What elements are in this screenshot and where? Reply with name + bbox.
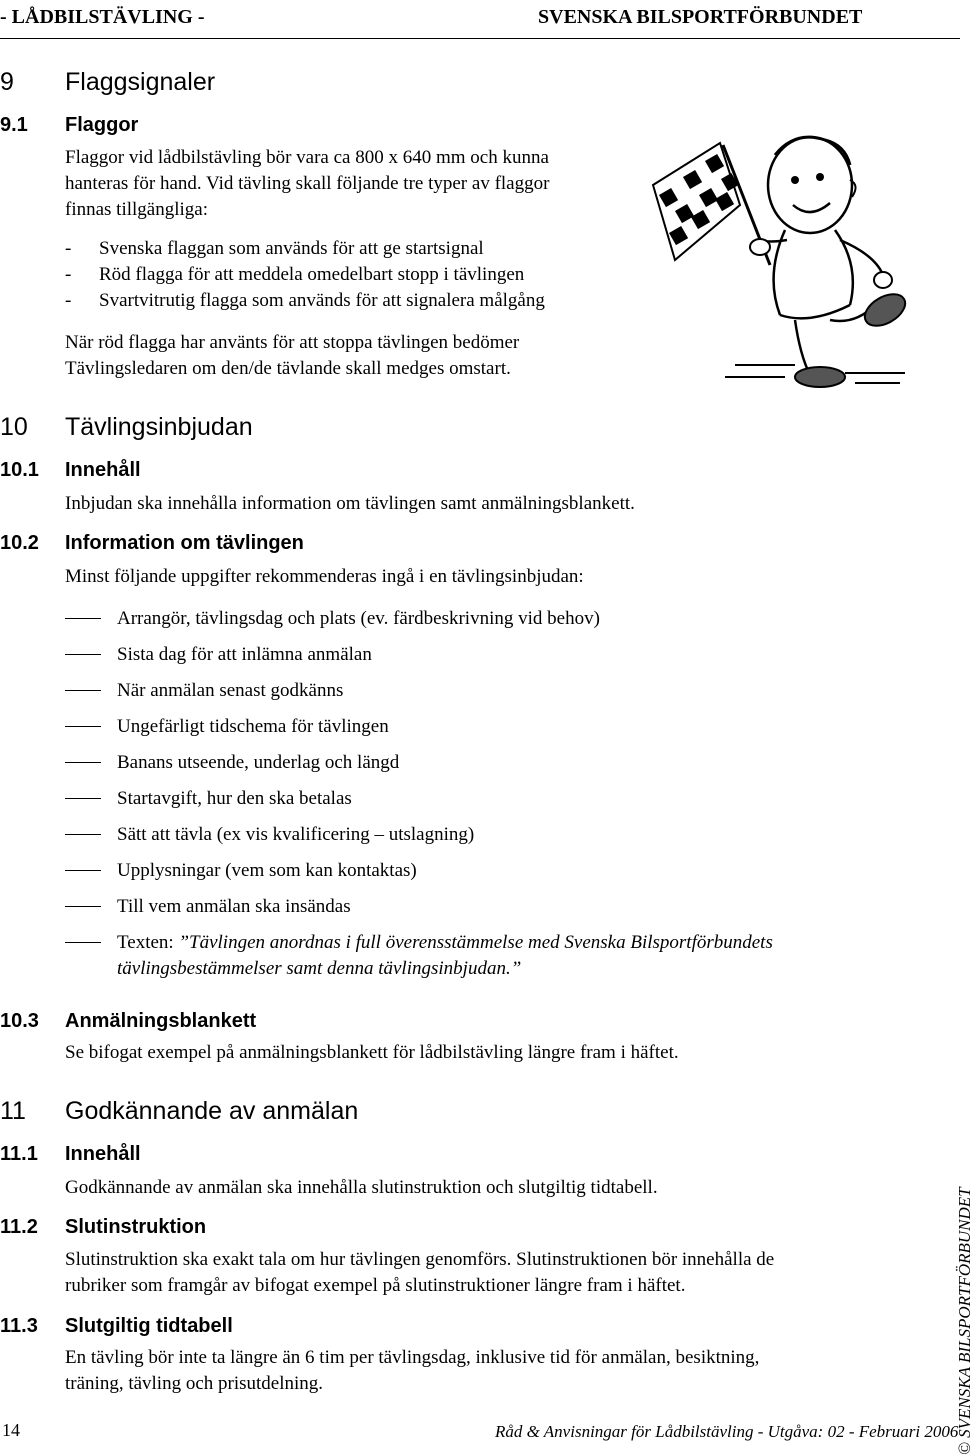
checkered-flag-boy-illustration: [645, 125, 915, 395]
checkered-flag-icon: [653, 143, 740, 260]
section-9-title: Flaggsignaler: [65, 68, 216, 96]
section-11-1-number: 11.1: [0, 1143, 38, 1165]
section-11-number: 11: [0, 1097, 26, 1125]
list-item: - Röd flagga för att meddela omedelbart stopp i tävlingen: [65, 264, 525, 285]
section-11-3-title: Slutgiltig tidtabell: [65, 1315, 233, 1337]
section-10-number: 10: [0, 413, 28, 441]
list-item-continuation: tävlingsbestämmelser samt denna tävlingsinbjudan.”: [117, 958, 522, 979]
section-11-title: Godkännande av anmälan: [65, 1097, 359, 1125]
list-item: - Svartvitrutig flagga som används för att signalera målgång: [65, 290, 545, 311]
section-10-title: Tävlingsinbjudan: [65, 413, 253, 441]
section-10-2-title: Information om tävlingen: [65, 532, 304, 554]
flag-list: [65, 236, 545, 314]
footer-text: Råd & Anvisningar för Lådbilstävling - Utgåva: 02 - Februari 2006: [495, 1422, 959, 1441]
section-11-3-text: En tävling bör inte ta längre än 6 tim per tävlingsdag, inklusive tid för anmälan, besiktning, träning, tävling och prisutdelning.: [65, 1347, 760, 1394]
section-10-3-title: Anmälningsblankett: [65, 1010, 257, 1032]
page-number: 14: [2, 1420, 20, 1440]
section-9-number: 9: [0, 68, 14, 96]
section-9-1-intro: Flaggor vid lådbilstävling bör vara ca 800 x 640 mm och kunna hanteras för hand. Vid tävling skall följande tre typer av flaggor finnas tillgängliga:: [65, 147, 550, 220]
section-9-1-number: 9.1: [0, 114, 28, 136]
section-11-2-number: 11.2: [0, 1216, 38, 1238]
list-item: - Svenska flaggan som används för att ge startsignal: [65, 238, 484, 259]
section-10-1-number: 10.1: [0, 459, 39, 481]
section-9-1-title: Flaggor: [65, 114, 139, 136]
section-10-3-number: 10.3: [0, 1010, 39, 1032]
section-10-1-title: Innehåll: [65, 459, 141, 481]
red-flag-paragraph: När röd flagga har använts för att stoppa tävlingen bedömer Tävlingsledaren om den/de tävlande skall medges omstart.: [65, 332, 520, 379]
section-11-1-title: Innehåll: [65, 1143, 141, 1165]
section-11-3-number: 11.3: [0, 1315, 38, 1337]
side-copyright: © SVENSKA BILSPORTFÖRBUNDET: [955, 1187, 974, 1455]
section-11-2-title: Slutinstruktion: [65, 1216, 207, 1238]
header-rule: [0, 38, 960, 39]
section-11-2-text: Slutinstruktion ska exakt tala om hur tävlingen genomförs. Slutinstruktionen bör innehålla de rubriker som framgår av bifogat exempel på slutinstruktioner längre fram i häftet.: [65, 1249, 775, 1296]
section-10-1-text: Inbjudan ska innehålla information om tävlingen samt anmälningsblankett.: [65, 493, 635, 514]
section-10-3-text: Se bifogat exempel på anmälningsblankett för lådbilstävling längre fram i häftet.: [65, 1042, 679, 1063]
section-11-1-text: Godkännande av anmälan ska innehålla slutinstruktion och slutgiltig tidtabell.: [65, 1177, 658, 1198]
header-right: SVENSKA BILSPORTFÖRBUNDET: [538, 6, 863, 28]
header-left: - LÅDBILSTÄVLING -: [0, 6, 205, 28]
section-10-2-text: Minst följande uppgifter rekommenderas ingå i en tävlingsinbjudan:: [65, 566, 584, 587]
section-10-2-number: 10.2: [0, 532, 39, 554]
